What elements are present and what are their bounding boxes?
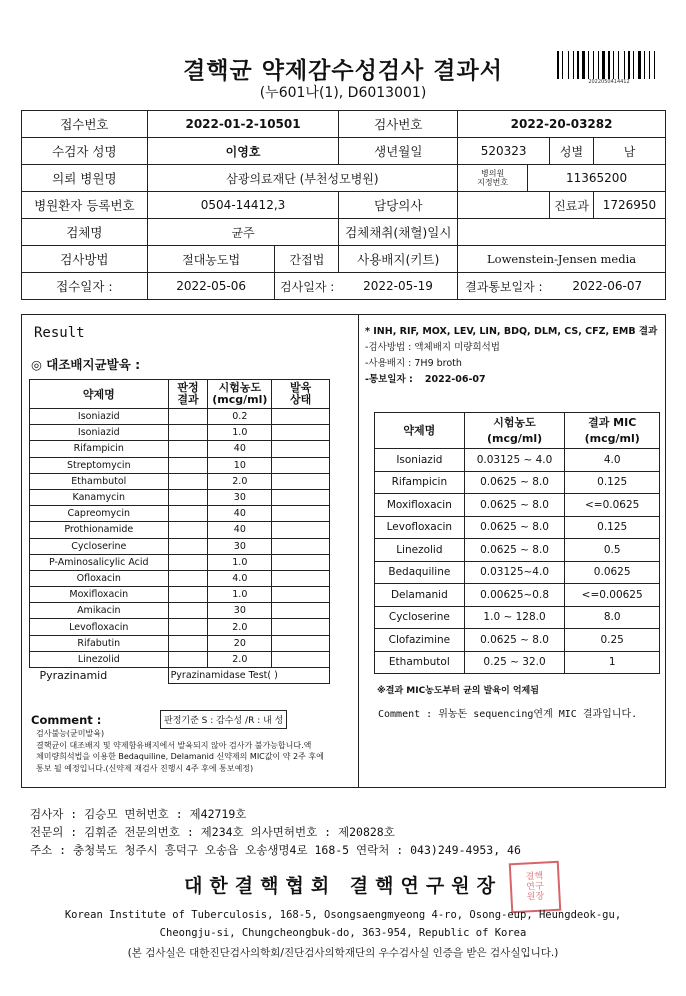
cell-drug: Ethambutol [30, 473, 169, 489]
col-header: 시험농도 (mcg/ml) [464, 413, 565, 449]
hospital-name: 삼광의료재단 (부천성모병원) [147, 165, 457, 192]
table-row [30, 473, 330, 489]
medium: Lowenstein-Jensen media [458, 246, 666, 273]
barcode-bar [600, 51, 601, 79]
barcode-bar [560, 51, 561, 79]
mic-method: -검사방법 : 액체배지 미량희석법 [365, 342, 500, 353]
cell-growth [272, 506, 330, 522]
barcode-bar [613, 51, 614, 79]
tested-date-label: 검사일자 : [275, 273, 339, 300]
cell-mic: 0.125 [565, 516, 660, 539]
cell-result [168, 587, 208, 603]
barcode-bar [615, 51, 617, 79]
cell-growth [272, 441, 330, 457]
cell-drug: Ofloxacin [30, 570, 169, 586]
cell-drug: Ethambutol [375, 651, 465, 674]
barcode-bar [573, 51, 574, 79]
medium-label: 사용배지(키트) [339, 246, 458, 273]
table-row [375, 561, 660, 584]
cell-conc: 1.0 [208, 554, 272, 570]
table-row [30, 570, 330, 586]
left-comment-label: Comment : [31, 713, 102, 727]
control-growth-label: ◎ 대조배지균발육 : [31, 357, 141, 372]
cell-growth [272, 635, 330, 651]
table-row [375, 516, 660, 539]
header-table [21, 110, 666, 300]
cell-drug: Rifampicin [30, 441, 169, 457]
barcode-bar [570, 51, 572, 79]
table-row [30, 619, 330, 635]
cell-conc: 2.0 [208, 651, 272, 667]
cell-drug: Cycloserine [30, 538, 169, 554]
barcode-bar [595, 51, 597, 79]
received-date-label: 접수일자 : [22, 273, 148, 300]
dept-label: 진료과 [550, 192, 594, 219]
cell-growth [272, 473, 330, 489]
table-row [30, 506, 330, 522]
cell-range: 0.0625 ~ 8.0 [464, 516, 565, 539]
cell-conc: 10 [208, 457, 272, 473]
cell-range: 0.03125~4.0 [464, 561, 565, 584]
table-row [30, 635, 330, 651]
cell-growth [272, 554, 330, 570]
barcode-bar [649, 51, 650, 79]
barcode-bar [633, 51, 634, 79]
barcode-bar [582, 51, 585, 79]
cell-conc: 30 [208, 603, 272, 619]
barcode-bar [651, 51, 653, 79]
table-row [375, 584, 660, 607]
cell-range: 0.25 ~ 32.0 [464, 651, 565, 674]
cell-range: 0.03125 ~ 4.0 [464, 449, 565, 472]
specimen-label: 검체명 [22, 219, 148, 246]
barcode-bar [606, 51, 607, 79]
barcode-bar [620, 51, 623, 79]
barcode-bar [564, 51, 567, 79]
cell-result [168, 570, 208, 586]
cell-growth [272, 603, 330, 619]
cell-mic: 4.0 [565, 449, 660, 472]
cell-range: 1.0 ~ 128.0 [464, 606, 565, 629]
cell-result [168, 619, 208, 635]
reg-no-label: 병원환자 등록번호 [22, 192, 148, 219]
doctor-label: 담당의사 [339, 192, 458, 219]
cell-conc: 40 [208, 441, 272, 457]
comment-line: 결핵균이 대조배지 및 약제함유배지에서 발육되지 않아 검사가 불가능합니다.액 [36, 740, 312, 750]
cell-conc: 2.0 [208, 473, 272, 489]
cell-drug: Linezolid [30, 651, 169, 667]
seal-text: 결핵 연구 원장 [525, 871, 545, 903]
table-row [375, 629, 660, 652]
test-no: 2022-20-03282 [458, 111, 666, 138]
english-address-2: Cheongju-si, Chungcheongbuk-do, 363-954, Republic of Korea [159, 927, 527, 939]
cell-conc: 1.0 [208, 425, 272, 441]
cell-growth [272, 522, 330, 538]
method-label: 검사방법 [22, 246, 148, 273]
cell-mic: <=0.0625 [565, 494, 660, 517]
cell-conc: 0.2 [208, 409, 272, 425]
reported-date: 2022-06-07 [550, 273, 666, 300]
mic-drug-list: * INH, RIF, MOX, LEV, LIN, BDQ, DLM, CS, CFZ, EMB 결과 [365, 326, 658, 337]
cell-conc: 40 [208, 522, 272, 538]
method-2: 간접법 [275, 246, 339, 273]
cell-drug: Rifampicin [375, 471, 465, 494]
cell-drug: Delamanid [375, 584, 465, 607]
judge-standard: 판정기준 S : 감수성 /R : 내 성 [160, 710, 287, 729]
patient-name-label: 수검자 성명 [22, 138, 148, 165]
english-address-1: Korean Institute of Tuberculosis, 168-5, Osongsaengmyeong 4-ro, Osong-eup, Heungdeok-gu, [64, 909, 622, 921]
barcode-bar [590, 51, 592, 79]
cell-drug: Linezolid [375, 539, 465, 562]
address-line: 주소 : 충청북도 청주시 흥덕구 오송읍 오송생명4로 168-5 연락처 : 043)249-4953, 46 [30, 843, 521, 857]
patient-name: 이영호 [147, 138, 339, 165]
mic-comment: Comment : 위농돈 sequencing연계 MIC 결과입니다. [378, 709, 638, 720]
cell-growth [272, 587, 330, 603]
cell-range: 0.00625~0.8 [464, 584, 565, 607]
cell-mic: 8.0 [565, 606, 660, 629]
table-row [375, 539, 660, 562]
pza-drug: Pyrazinamid [39, 669, 108, 683]
hospital-label: 의뢰 병원명 [22, 165, 148, 192]
mic-medium: -사용배지 : 7H9 broth [365, 358, 462, 369]
cell-drug: Kanamycin [30, 489, 169, 505]
cell-range: 0.0625 ~ 8.0 [464, 471, 565, 494]
table-row [30, 409, 330, 425]
reception-no-label: 접수번호 [22, 111, 148, 138]
cell-conc: 40 [208, 506, 272, 522]
organization-name: 대한결핵협회 결핵연구원장 [184, 875, 502, 897]
cell-conc: 2.0 [208, 619, 272, 635]
col-header: 발육 상태 [272, 380, 330, 409]
table-row [30, 489, 330, 505]
specimen: 균주 [147, 219, 339, 246]
cell-growth [272, 538, 330, 554]
barcode-bar [577, 51, 579, 79]
method-1: 절대농도법 [147, 246, 275, 273]
comment-line: 검사불능(균미발육) [36, 729, 105, 738]
cell-mic: 0.125 [565, 471, 660, 494]
barcode-bar [654, 51, 655, 79]
cell-drug: Moxifloxacin [30, 587, 169, 603]
result-label: Result [34, 325, 85, 341]
cell-result [168, 409, 208, 425]
cell-drug: Cycloserine [375, 606, 465, 629]
cell-conc: 4.0 [208, 570, 272, 586]
barcode-bar [644, 51, 645, 79]
doctor [458, 192, 550, 219]
barcode-bar [568, 51, 569, 79]
barcode-bar [557, 51, 559, 79]
cell-result [168, 441, 208, 457]
birth-date: 520323 [458, 138, 550, 165]
barcode-bar [618, 51, 619, 79]
examiner-line: 검사자 : 김승모 면허번호 : 제42719호 [30, 807, 247, 821]
barcode-bar [608, 51, 610, 79]
barcode-bar [588, 51, 589, 79]
barcode-bar [586, 51, 587, 79]
table-row [375, 651, 660, 674]
table-row [375, 606, 660, 629]
cell-result [168, 651, 208, 667]
mic-table [374, 412, 660, 674]
barcode-bar [602, 51, 605, 79]
cell-drug: Amikacin [30, 603, 169, 619]
cell-drug: Bedaquiline [375, 561, 465, 584]
sex: 남 [593, 138, 665, 165]
cell-result [168, 425, 208, 441]
dept: 1726950 [593, 192, 665, 219]
cell-growth [272, 409, 330, 425]
cell-result [168, 473, 208, 489]
barcode-bars [557, 51, 661, 79]
absolute-conc-table [29, 379, 330, 684]
mic-note: ※결과 MIC농도부터 균의 발육이 억제됨 [377, 686, 539, 696]
reported-date-label: 결과통보일자 : [458, 273, 550, 300]
cell-drug: Streptomycin [30, 457, 169, 473]
barcode-bar [598, 51, 599, 79]
left-comment-body [36, 728, 342, 774]
cell-conc: 30 [208, 538, 272, 554]
comment-line: 통보 될 예정입니다.(신약제 재검사 진행시 4주 후에 통보예정) [36, 763, 254, 773]
table-row [30, 603, 330, 619]
col-header: 시험농도 (mcg/ml) [208, 380, 272, 409]
sex-label: 성별 [550, 138, 594, 165]
cell-mic: 0.25 [565, 629, 660, 652]
barcode-bar [642, 51, 643, 79]
cell-result [168, 457, 208, 473]
barcode-bar [626, 51, 627, 79]
cell-result [168, 506, 208, 522]
document-title: 결핵균 약제감수성검사 결과서 [183, 58, 503, 84]
cell-conc: 30 [208, 489, 272, 505]
hospital-code-label: 병의원 지정번호 [458, 165, 528, 192]
cell-growth [272, 425, 330, 441]
barcode-bar [628, 51, 630, 79]
tested-date: 2022-05-19 [339, 273, 458, 300]
cell-mic: 1 [565, 651, 660, 674]
barcode-bar [631, 51, 632, 79]
table-row [30, 441, 330, 457]
cell-drug: Isoniazid [30, 425, 169, 441]
table-row [375, 449, 660, 472]
section-divider [358, 315, 359, 787]
cell-range: 0.0625 ~ 8.0 [464, 629, 565, 652]
cell-result [168, 603, 208, 619]
reg-no: 0504-14412,3 [147, 192, 339, 219]
barcode-bar [656, 51, 657, 79]
cell-result [168, 489, 208, 505]
cell-drug: Isoniazid [375, 449, 465, 472]
table-row [375, 494, 660, 517]
cell-drug: Moxifloxacin [375, 494, 465, 517]
cell-mic: 0.0625 [565, 561, 660, 584]
birth-label: 생년월일 [339, 138, 458, 165]
pza-test: Pyrazinamidase Test( ) [168, 668, 329, 684]
table-row [30, 651, 330, 667]
received-date: 2022-05-06 [147, 273, 275, 300]
cell-growth [272, 651, 330, 667]
cell-result [168, 554, 208, 570]
specialist-line: 전문의 : 김휘준 전문의번호 : 제234호 의사면허번호 : 제20828호 [30, 825, 395, 839]
cell-growth [272, 489, 330, 505]
table-row [30, 538, 330, 554]
table-row [30, 457, 330, 473]
reception-no: 2022-01-2-10501 [147, 111, 339, 138]
col-header: 약제명 [375, 413, 465, 449]
cell-result [168, 538, 208, 554]
document-subtitle: (누601나(1), D6013001) [259, 85, 427, 101]
cell-drug: Levofloxacin [375, 516, 465, 539]
barcode-bar [646, 51, 648, 79]
results-section [21, 314, 666, 788]
table-row [375, 471, 660, 494]
barcode-bar [638, 51, 641, 79]
cell-result [168, 522, 208, 538]
cell-mic: <=0.00625 [565, 584, 660, 607]
hospital-code: 11365200 [528, 165, 666, 192]
test-no-label: 검사번호 [339, 111, 458, 138]
barcode-bar [611, 51, 612, 79]
table-row [30, 587, 330, 603]
cell-drug: Capreomycin [30, 506, 169, 522]
table-row [30, 425, 330, 441]
barcode-bar [580, 51, 581, 79]
table-row [30, 554, 330, 570]
mic-method-header [365, 324, 661, 388]
col-header: 결과 MIC (mcg/ml) [565, 413, 660, 449]
cell-conc: 20 [208, 635, 272, 651]
comment-line: 체미량희석법을 이용한 Bedaquiline, Delamanid 신약제의 MIC값이 약 2주 후에 [36, 752, 324, 761]
cell-range: 0.0625 ~ 8.0 [464, 494, 565, 517]
cell-conc: 1.0 [208, 587, 272, 603]
cell-drug: Prothionamide [30, 522, 169, 538]
cell-drug: Levofloxacin [30, 619, 169, 635]
cell-growth [272, 570, 330, 586]
cell-drug: Rifabutin [30, 635, 169, 651]
cell-drug: Isoniazid [30, 409, 169, 425]
certification-note: (본 검사실은 대한진단검사의학회/진단검사의학재단의 우수검사실 인증을 받은 검사실입니다.) [127, 947, 559, 959]
cell-result [168, 635, 208, 651]
cell-growth [272, 457, 330, 473]
col-header: 약제명 [30, 380, 169, 409]
collect-date-label: 검체채취(채혈)일시 [339, 219, 458, 246]
barcode-bar [635, 51, 637, 79]
mic-report-date: 2022-06-07 [424, 374, 486, 385]
barcode-bar [593, 51, 594, 79]
barcode-number: 2022050414412 [588, 79, 630, 85]
cell-drug: P-Aminosalicylic Acid [30, 554, 169, 570]
cell-range: 0.0625 ~ 8.0 [464, 539, 565, 562]
barcode-bar [575, 51, 576, 79]
official-seal [509, 861, 562, 914]
cell-growth [272, 619, 330, 635]
barcode-bar [624, 51, 625, 79]
cell-drug: Clofazimine [375, 629, 465, 652]
mic-report-label: -통보일자 : [365, 374, 413, 385]
col-header: 판정 결과 [168, 380, 208, 409]
barcode [557, 51, 661, 84]
collect-date [458, 219, 666, 246]
cell-mic: 0.5 [565, 539, 660, 562]
barcode-bar [562, 51, 563, 79]
table-row [30, 522, 330, 538]
